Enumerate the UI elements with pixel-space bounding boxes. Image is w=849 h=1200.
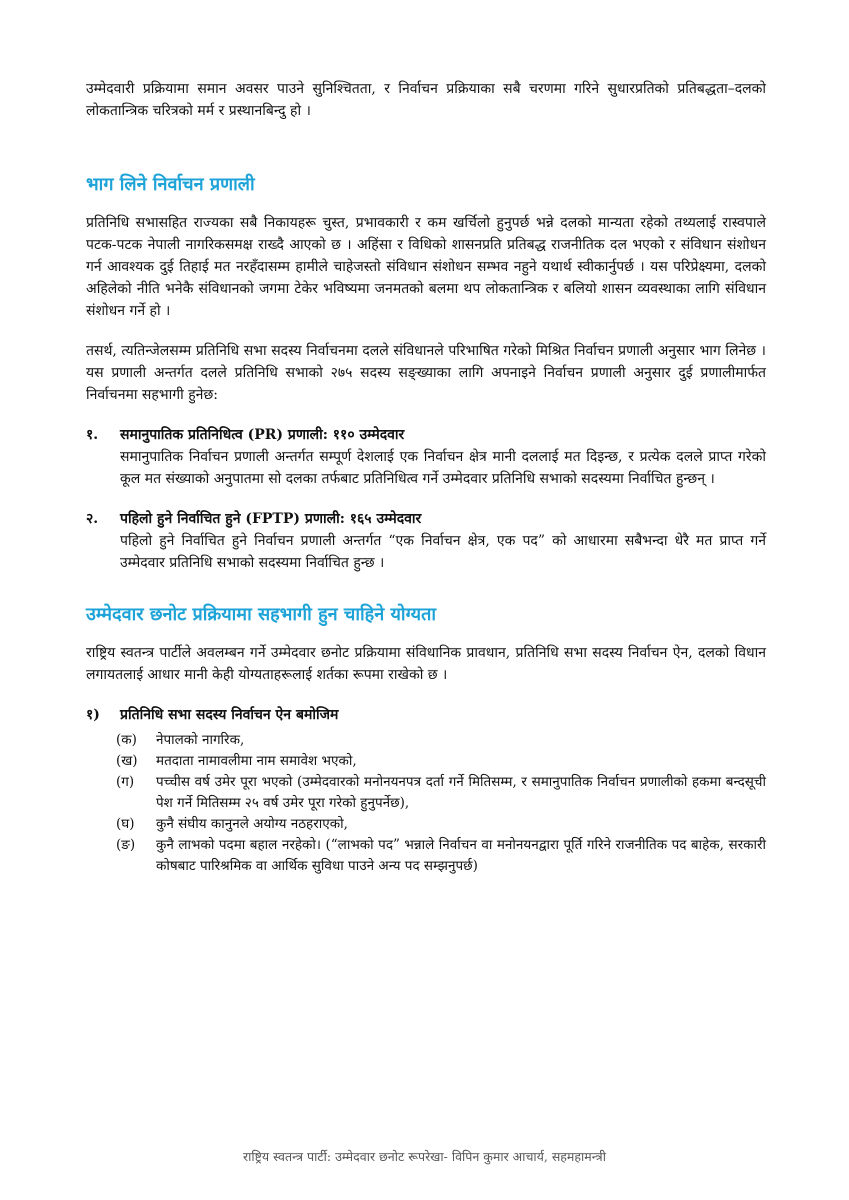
system-title-fptp xyxy=(86,508,766,530)
list-item-label: (ख) xyxy=(116,753,138,769)
list-item-text: नेपालको नागरिक, xyxy=(156,732,245,748)
list-item xyxy=(116,751,766,772)
list-item-label: (घ) xyxy=(116,816,135,832)
intro-paragraph: उम्मेदवारी प्रक्रियामा समान अवसर पाउने सुनिश्चितता, र निर्वाचन प्रक्रियाका सबै चरणमा गरिने सुधारप्रतिको प्रतिबद्धता–दलको लोकतान्त्रिक चरित्रको मर्म र प्रस्थानबिन्दु हो । xyxy=(86,81,766,119)
election-system-paragraph-2: तसर्थ, त्यतिन्जेलसम्म प्रतिनिधि सभा सदस्य निर्वाचनमा दलले संविधानले परिभाषित गरेको मिश्रित निर्वाचन प्रणाली अनुसार भाग लिनेछ । यस प्रणाली अन्तर्गत दलले प्रतिनिधि सभाको २७५ सदस्य सङ्ख्याका लागि अपनाइने निर्वाचन प्रणाली अनुसार दुई प्रणालीमार्फत निर्वाचनमा सहभागी हुनेछ: xyxy=(86,343,766,403)
list-item xyxy=(116,772,766,814)
qualification-list xyxy=(116,730,766,877)
system-number: १. xyxy=(86,427,99,443)
list-item-text: मतदाता नामावलीमा नाम समावेश भएको, xyxy=(156,753,357,769)
system-title-pr xyxy=(86,424,766,446)
qualification-subheading xyxy=(86,704,766,726)
list-item-label: (ग) xyxy=(116,774,135,790)
system-item-fptp xyxy=(86,508,766,574)
qualification-number: १) xyxy=(86,707,100,723)
election-system-paragraph-1: प्रतिनिधि सभासहित राज्यका सबै निकायहरू चुस्त, प्रभावकारी र कम खर्चिलो हुनुपर्छ भन्ने दलको मान्यता रहेको तथ्यलाई रास्वपाले पटक-पटक नेपाली नागरिकसमक्ष राख्दै आएको छ । अहिंसा र विधिको शासनप्रति प्रतिबद्ध राजनीतिक दल भएको र संविधान संशोधन गर्न आवश्यक दुई तिहाई मत नरहँदासम्म हामीले चाहेजस्तो संविधान संशोधन सम्भव नहुने यथार्थ स्वीकार्नुपर्छ । यस परिप्रेक्ष्यमा, दलको अहिलेको नीति भनेकै संविधानको जगमा टेकेर भविष्यमा जनमतको बलमा थप लोकतान्त्रिक र बलियो शासन व्यवस्थाका लागि संविधान संशोधन गर्ने हो । xyxy=(86,215,766,319)
list-item-label: (क) xyxy=(116,732,137,748)
system-number: २. xyxy=(86,511,99,527)
page-footer: राष्ट्रिय स्वतन्त्र पार्टी: उम्मेदवार छनोट रूपरेखा- विपिन कुमार आचार्य, सहमहामन्त्री xyxy=(243,1149,606,1164)
section-heading-election-system: भाग लिने निर्वाचन प्रणाली xyxy=(86,174,255,195)
section-heading-qualification: उम्मेदवार छनोट प्रक्रियामा सहभागी हुन चाहिने योग्यता xyxy=(86,604,437,625)
document-page xyxy=(86,78,766,877)
system-body-fptp: पहिलो हुने निर्वाचित हुने निर्वाचन प्रणाली अन्तर्गत “एक निर्वाचन क्षेत्र, एक पद” को आधारमा सबैभन्दा धेरै मत प्राप्त गर्ने उम्मेदवार प्रतिनिधि सभाको सदस्यमा निर्वाचित हुन्छ । xyxy=(120,533,766,571)
system-item-pr xyxy=(86,424,766,490)
list-item-text: कुनै लाभको पदमा बहाल नरहेको। (“लाभको पद” भन्नाले निर्वाचन वा मनोनयनद्वारा पूर्ति गरिने राजनीतिक पद बाहेक, सरकारी कोषबाट पारिश्रमिक वा आर्थिक सुविधा पाउने अन्य पद सम्झनुपर्छ) xyxy=(156,837,766,874)
list-item xyxy=(116,814,766,835)
list-item-text: पच्चीस वर्ष उमेर पूरा भएको (उम्मेदवारको मनोनयनपत्र दर्ता गर्ने मितिसम्म, र समानुपातिक निर्वाचन प्रणालीको हकमा बन्दसूची पेश गर्ने मितिसम्म २५ वर्ष उमेर पूरा गरेको हुनुपर्नेछ), xyxy=(156,774,766,811)
system-title-text: समानुपातिक प्रतिनिधित्व (PR) प्रणाली: ११० उम्मेदवार xyxy=(120,427,405,443)
qualification-paragraph: राष्ट्रिय स्वतन्त्र पार्टीले अवलम्बन गर्ने उम्मेदवार छनोट प्रक्रियामा संविधानिक प्रावधान, प्रतिनिधि सभा सदस्य निर्वाचन ऐन, दलको विधान लगायतलाई आधार मानी केही योग्यताहरूलाई शर्तका रूपमा राखेको छ । xyxy=(86,645,766,683)
system-title-text: पहिलो हुने निर्वाचित हुने (FPTP) प्रणाली: १६५ उम्मेदवार xyxy=(120,511,422,527)
system-body-pr: समानुपातिक निर्वाचन प्रणाली अन्तर्गत सम्पूर्ण देशलाई एक निर्वाचन क्षेत्र मानी दललाई मत दिइन्छ, र प्रत्येक दलले प्राप्त गरेको कूल मत संख्याको अनुपातमा सो दलका तर्फबाट प्रतिनिधित्व गर्ने उम्मेदवार प्रतिनिधि सभाको सदस्यमा निर्वाचित हुन्छन् । xyxy=(120,449,766,487)
list-item-label: (ङ) xyxy=(116,837,136,853)
qualification-title: प्रतिनिधि सभा सदस्य निर्वाचन ऐन बमोजिम xyxy=(120,707,339,723)
list-item xyxy=(116,835,766,877)
list-item-text: कुनै संघीय कानुनले अयोग्य नठहराएको, xyxy=(156,816,348,832)
list-item xyxy=(116,730,766,751)
